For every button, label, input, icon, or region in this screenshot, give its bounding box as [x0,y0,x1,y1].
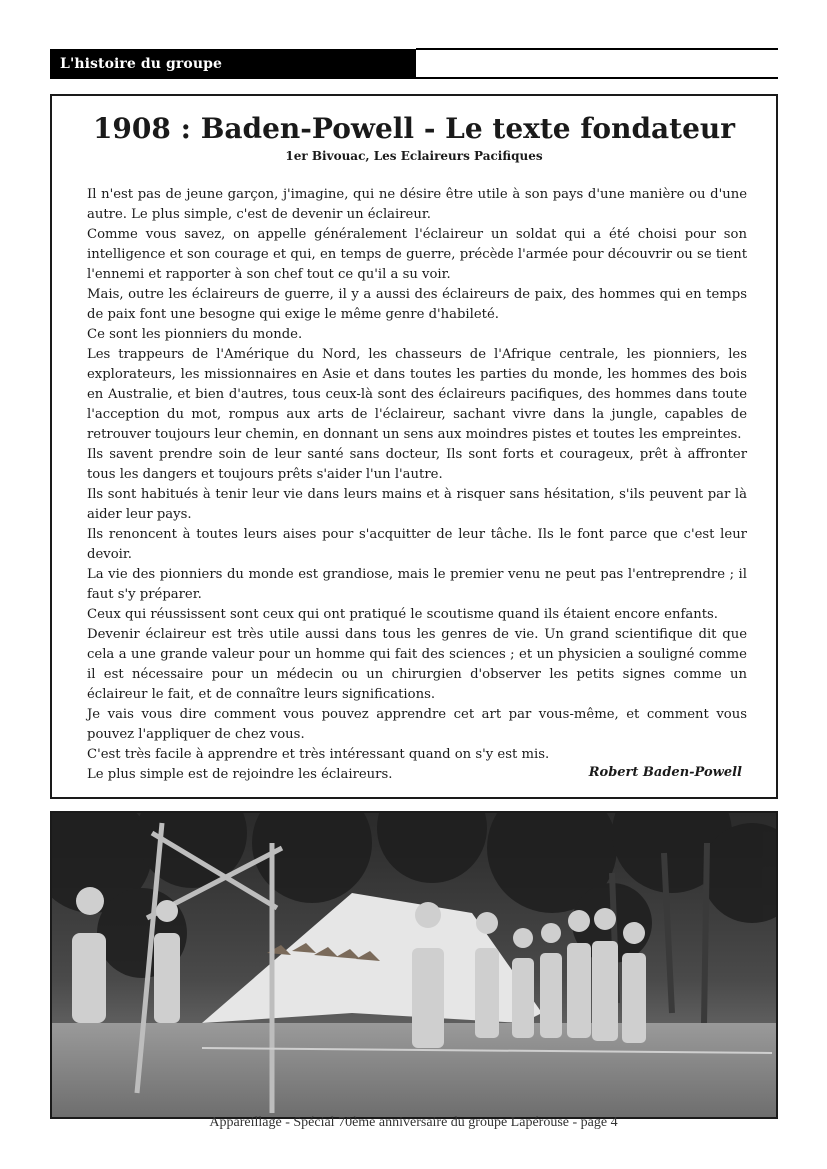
header-rule-bottom [416,77,778,79]
paragraph: Ils sont habitués à tenir leur vie dans leurs mains et à risquer sans hésitation, s'ils peuvent par là aider leur pays. [87,487,747,522]
paragraph: Je vais vous dire comment vous pouvez apprendre cet art par vous-même, et comment vous pouvez l'appliquer de chez vous. [87,707,747,742]
photo-illustration [52,813,776,1117]
paragraph: Le plus simple est de rejoindre les éclaireurs. [87,767,393,782]
paragraph: Ceux qui réussissent sont ceux qui ont pratiqué le scoutisme quand ils étaient encore enfants. [87,607,718,622]
paragraph: Comme vous savez, on appelle généralement l'éclaireur un soldat qui a été choisi pour son intelligence et son courage et qui, en temps de guerre, précède l'armée pour découvrir ou se tient l'ennemi et rapporter à son chef tout ce qu'il a su voir. [87,227,747,282]
header-rule-top [416,48,778,50]
paragraph: Devenir éclaireur est très utile aussi dans tous les genres de vie. Un grand scientifique dit que cela a une grande valeur pour un homme qui fait des sciences ; et un physicien a souligné comme il est nécessaire pour un médecin ou un chirurgien d'observer les petits signes comme un éclaireur le fait, et de connaître leurs significations. [87,627,747,702]
paragraph: Il n'est pas de jeune garçon, j'imagine, qui ne désire être utile à son pays d'une manière ou d'une autre. Le plus simple, c'est de devenir un éclaireur. [87,187,747,222]
paragraph: Ils renoncent à toutes leurs aises pour s'acquitter de leur tâche. Ils le font parce que c'est leur devoir. [87,527,747,562]
paragraph: Ce sont les pionniers du monde. [87,327,303,342]
article-title: 1908 : Baden-Powell - Le texte fondateur [92,112,736,145]
article-box [50,94,778,799]
paragraph: Mais, outre les éclaireurs de guerre, il y a aussi des éclaireurs de paix, des hommes qui en temps de paix font une besogne qui exige le même genre d'habileté. [87,287,747,322]
paragraph: Ils savent prendre soin de leur santé sans docteur, Ils sont forts et courageux, prêt à affronter tous les dangers et toujours prêts s'aider l'un l'autre. [87,447,747,482]
scout-camp-photo [50,811,778,1119]
author-signature: Robert Baden-Powell [588,765,742,780]
paragraph: Les trappeurs de l'Amérique du Nord, les chasseurs de l'Afrique centrale, les pionniers, les explorateurs, les missionnaires en Asie et dans toutes les parties du monde, les hommes des bois en Australie, et bien d'autres, tous ceux-là sont des éclaireurs pacifiques, des hommes dans toute l'acception du mot, rompus aux arts de l'éclaireur, sachant vivre dans la jungle, capables de retrouver toujours leur chemin, en donnant un sens aux moindres pistes et toutes les empreintes. [87,347,747,442]
article-body [87,185,747,785]
paragraph: C'est très facile à apprendre et très intéressant quand on s'y est mis. [87,747,550,762]
paragraph: La vie des pionniers du monde est grandiose, mais le premier venu ne peut pas l'entreprendre ; il faut s'y préparer. [87,567,747,602]
section-header [50,49,416,79]
article-subtitle: 1er Bivouac, Les Eclaireurs Pacifiques [285,149,543,163]
section-label: L'histoire du groupe [60,56,223,72]
page-footer: Appareillage - Spécial 70ème anniversaire du groupe Lapérouse - page 4 [209,1115,618,1130]
